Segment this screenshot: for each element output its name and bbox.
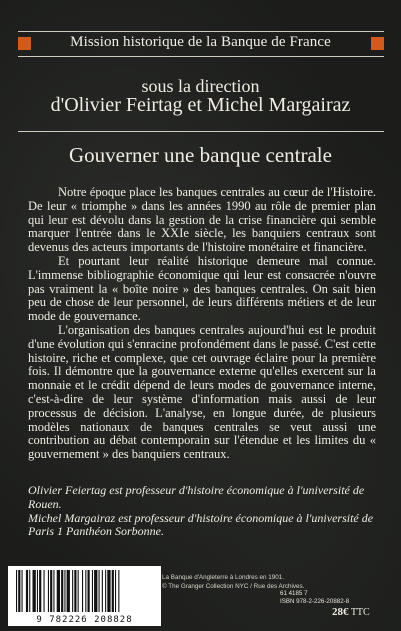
barcode-bar	[67, 570, 70, 612]
credit-line: La Banque d'Angleterre à Londres en 1901.	[162, 574, 284, 581]
barcode-bar	[115, 570, 116, 612]
barcode-bar	[107, 570, 110, 612]
authors-line: d'Olivier Feirtag et Michel Margairaz	[50, 94, 351, 116]
publisher-name: Mission historique de la Banque de France	[70, 34, 331, 50]
book-title: Gouverner une banque centrale	[69, 143, 332, 167]
blurb-paragraph: Notre époque place les banques centrales au cœur de l'Histoire. De leur « triomphe » dans les années 1990 au rôle de premier plan qui leur est dévolu dans la gestion de la crise financière qui semble marquer l'entrée dans le XXIe siècle, les banquiers centraux sont devenus des acteurs importants de l'histoire monétaire et financière.	[28, 185, 376, 255]
barcode-bar	[64, 570, 65, 612]
barcode-bar	[82, 570, 83, 612]
isbn-block	[280, 590, 392, 606]
author-bio: Michel Margairaz est professeur d'histoire économique à l'université de Paris 1 Panthéon Sorbonne.	[28, 510, 374, 539]
barcode-bar	[85, 570, 86, 612]
price-suffix: TTC	[350, 607, 370, 618]
barcode-bar	[78, 570, 79, 612]
barcode-bar	[44, 570, 45, 612]
barcode-bar	[16, 570, 17, 612]
barcode-bar	[102, 570, 103, 612]
barcode-bar	[72, 570, 73, 612]
credit-line: © The Granger Collection NYC / Rue des Archives.	[162, 583, 305, 590]
blurb-paragraph: Et pourtant leur réalité historique demeure mal connue. L'immense bibliographie économique qui leur est consacrée n'ouvre pas vraiment la « boîte noire » des banques centrales. On sait bien peu de chose de leur personnel, de leurs différents métiers et de leur mode de gouvernance.	[28, 253, 376, 324]
barcode-bar	[22, 570, 23, 612]
barcode-bar	[57, 570, 60, 612]
author-bios	[28, 484, 376, 539]
barcode-bar	[53, 570, 54, 612]
barcode-bar	[94, 570, 97, 612]
barcode-bar	[99, 570, 100, 612]
barcode-bar	[33, 570, 36, 612]
blurb	[28, 186, 376, 462]
barcode-bar	[29, 570, 30, 612]
price-value: 28€	[332, 606, 349, 618]
barcode-bar	[105, 570, 106, 612]
direction-line: sous la direction	[141, 76, 260, 96]
barcode-bar	[112, 570, 114, 612]
barcode-bar	[48, 570, 49, 612]
barcode-number: 9 782226 208828	[36, 615, 133, 625]
publisher-rule	[18, 56, 384, 57]
image-credit	[162, 573, 312, 591]
product-code: 61 4185 7	[280, 590, 308, 597]
author-bio: Olivier Feiertag est professeur d'histoire économique à l'université de Rouen.	[28, 483, 365, 511]
barcode	[8, 566, 161, 626]
top-rule	[18, 31, 384, 32]
barcode-bar	[118, 570, 119, 612]
barcode-bar	[18, 570, 20, 612]
barcode-bar	[61, 570, 63, 612]
barcode-bar	[37, 570, 38, 612]
barcode-bar	[92, 570, 93, 612]
barcode-bars	[16, 570, 153, 612]
isbn-number: ISBN 978-2-226-20882-8	[280, 598, 350, 605]
barcode-bar	[39, 570, 41, 612]
barcode-bar	[88, 570, 90, 612]
barcode-bar	[50, 570, 52, 612]
title-rule	[18, 131, 384, 132]
blurb-paragraph: L'organisation des banques centrales aujourd'hui est le produit d'une évolution qui s'enracine profondément dans le passé. C'est cette histoire, riche et complexe, que cet ouvrage éclaire pour la première fois. Il démontre que la gouvernance externe qu'elles exercent sur la monnaie et le crédit dépend de leurs modes de gouvernance interne, c'est-à-dire de leur système d'information mais aussi de leur processus de décision. L'analyse, en longue durée, de plusieurs modèles nationaux de banques centrales se veut aussi une contribution au débat contemporain sur l'étendue et les limites du « gouvernement » des banquiers centraux.	[28, 322, 376, 462]
barcode-bar	[26, 570, 28, 612]
price	[332, 606, 370, 618]
barcode-bar	[74, 570, 76, 612]
